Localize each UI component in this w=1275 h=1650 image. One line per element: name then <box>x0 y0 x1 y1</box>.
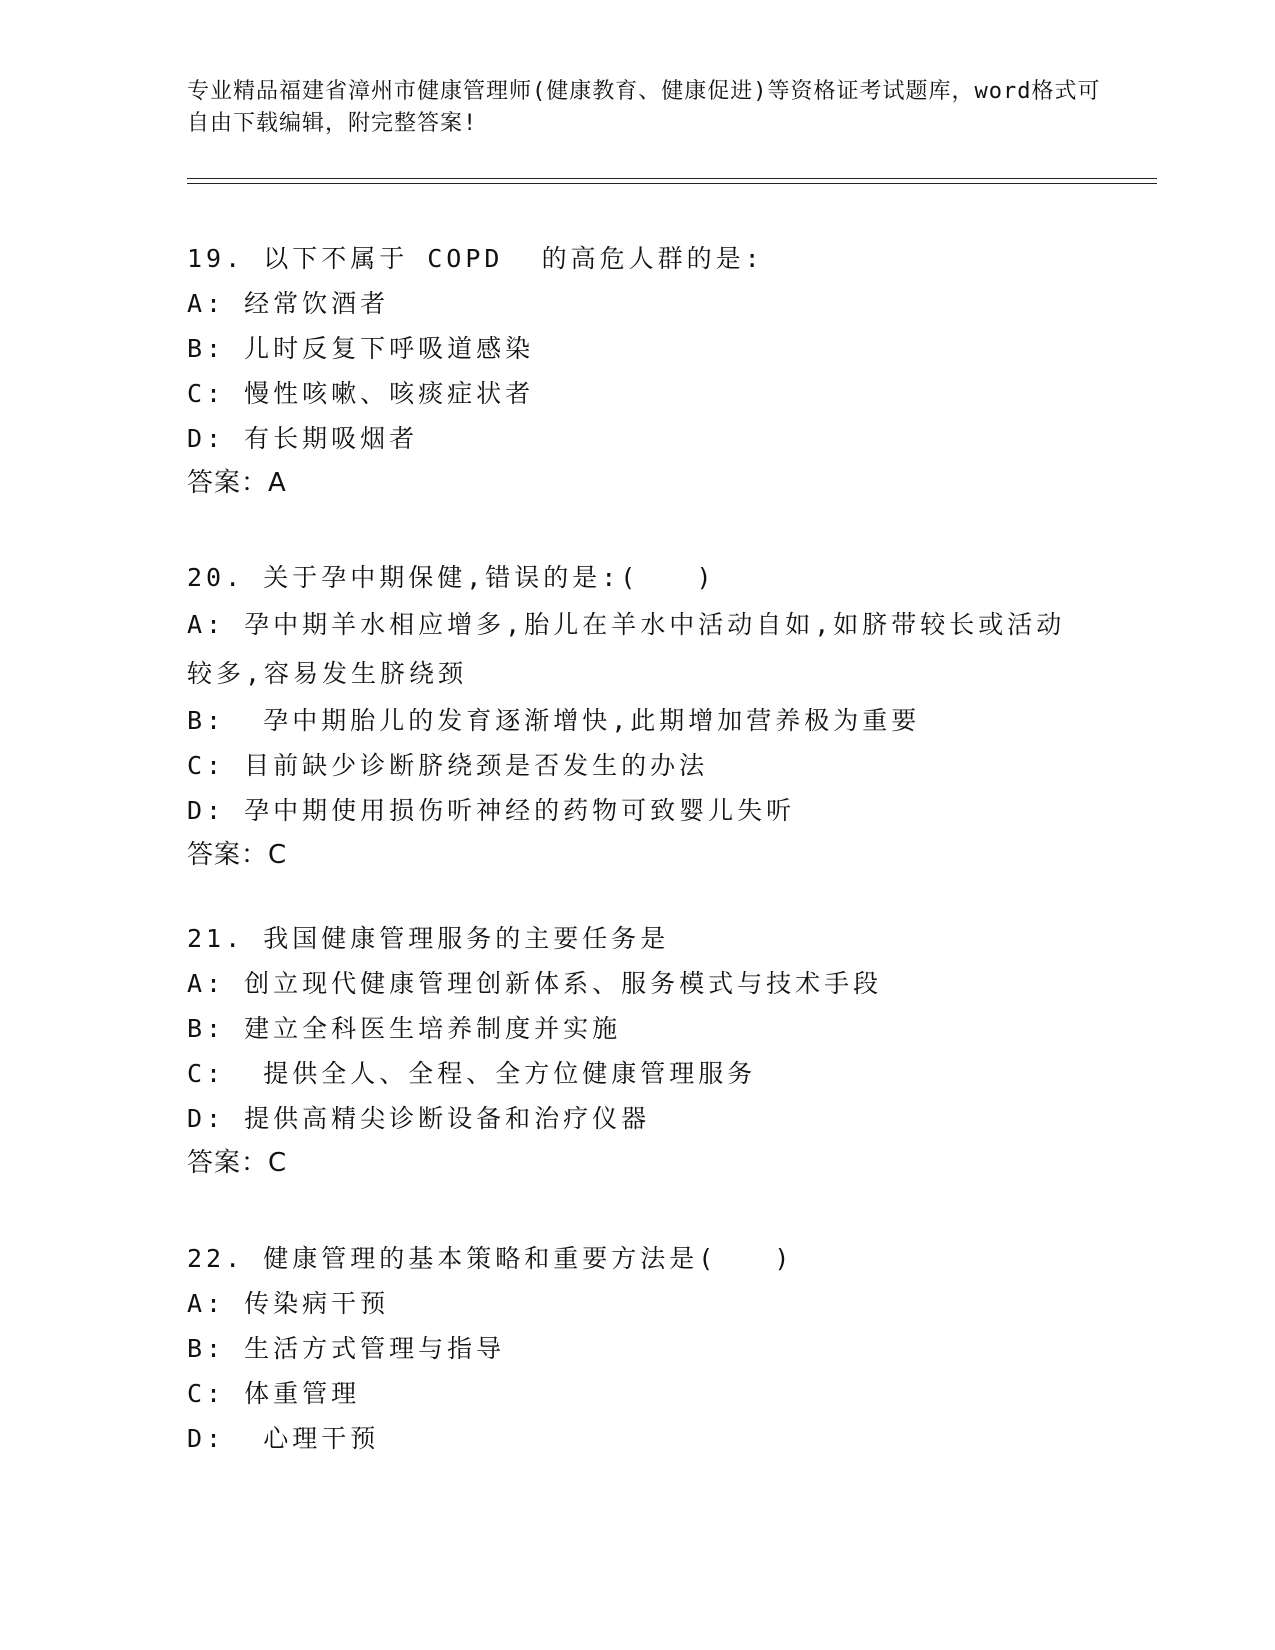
answer: 答案：C <box>187 1148 288 1178</box>
option-c: C: 提供全人、全程、全方位健康管理服务 <box>187 1059 757 1088</box>
option-a: A: 孕中期羊水相应增多,胎儿在羊水中活动自如,如脐带较长或活动较多,容易发生脐绕颈 <box>187 610 1066 688</box>
document-header: 专业精品福建省漳州市健康管理师(健康教育、健康促进)等资格证考试题库，word格式可自由下载编辑，附完整答案! <box>187 79 1101 136</box>
question-22 <box>187 1236 1087 1461</box>
option-b: B: 孕中期胎儿的发育逐渐增快,此期增加营养极为重要 <box>187 706 921 735</box>
option-d: D: 提供高精尖诊断设备和治疗仪器 <box>187 1104 651 1133</box>
option-c: C: 慢性咳嗽、咳痰症状者 <box>187 379 535 408</box>
question-21 <box>187 916 1087 1186</box>
option-a: A: 传染病干预 <box>187 1289 390 1318</box>
option-b: B: 儿时反复下呼吸道感染 <box>187 334 535 363</box>
question-19 <box>187 236 1087 506</box>
header-rule-bottom <box>187 183 1157 184</box>
question-stem: 19. 以下不属于 COPD 的高危人群的是: <box>187 244 764 273</box>
option-a: A: 创立现代健康管理创新体系、服务模式与技术手段 <box>187 969 883 998</box>
option-c: C: 体重管理 <box>187 1379 361 1408</box>
option-b: B: 建立全科医生培养制度并实施 <box>187 1014 622 1043</box>
answer: 答案：C <box>187 840 288 870</box>
answer: 答案：A <box>187 468 287 498</box>
option-d: D: 心理干预 <box>187 1424 380 1453</box>
question-stem: 21. 我国健康管理服务的主要任务是 <box>187 924 670 953</box>
header-rule-top <box>187 178 1157 179</box>
option-a: A: 经常饮酒者 <box>187 289 390 318</box>
question-stem: 22. 健康管理的基本策略和重要方法是( ) <box>187 1244 794 1273</box>
option-d: D: 孕中期使用损伤听神经的药物可致婴儿失听 <box>187 796 796 825</box>
option-c: C: 目前缺少诊断脐绕颈是否发生的办法 <box>187 751 709 780</box>
option-b: B: 生活方式管理与指导 <box>187 1334 506 1363</box>
question-stem: 20. 关于孕中期保健,错误的是:( ) <box>187 563 716 592</box>
question-20 <box>187 555 1087 878</box>
option-d: D: 有长期吸烟者 <box>187 424 419 453</box>
